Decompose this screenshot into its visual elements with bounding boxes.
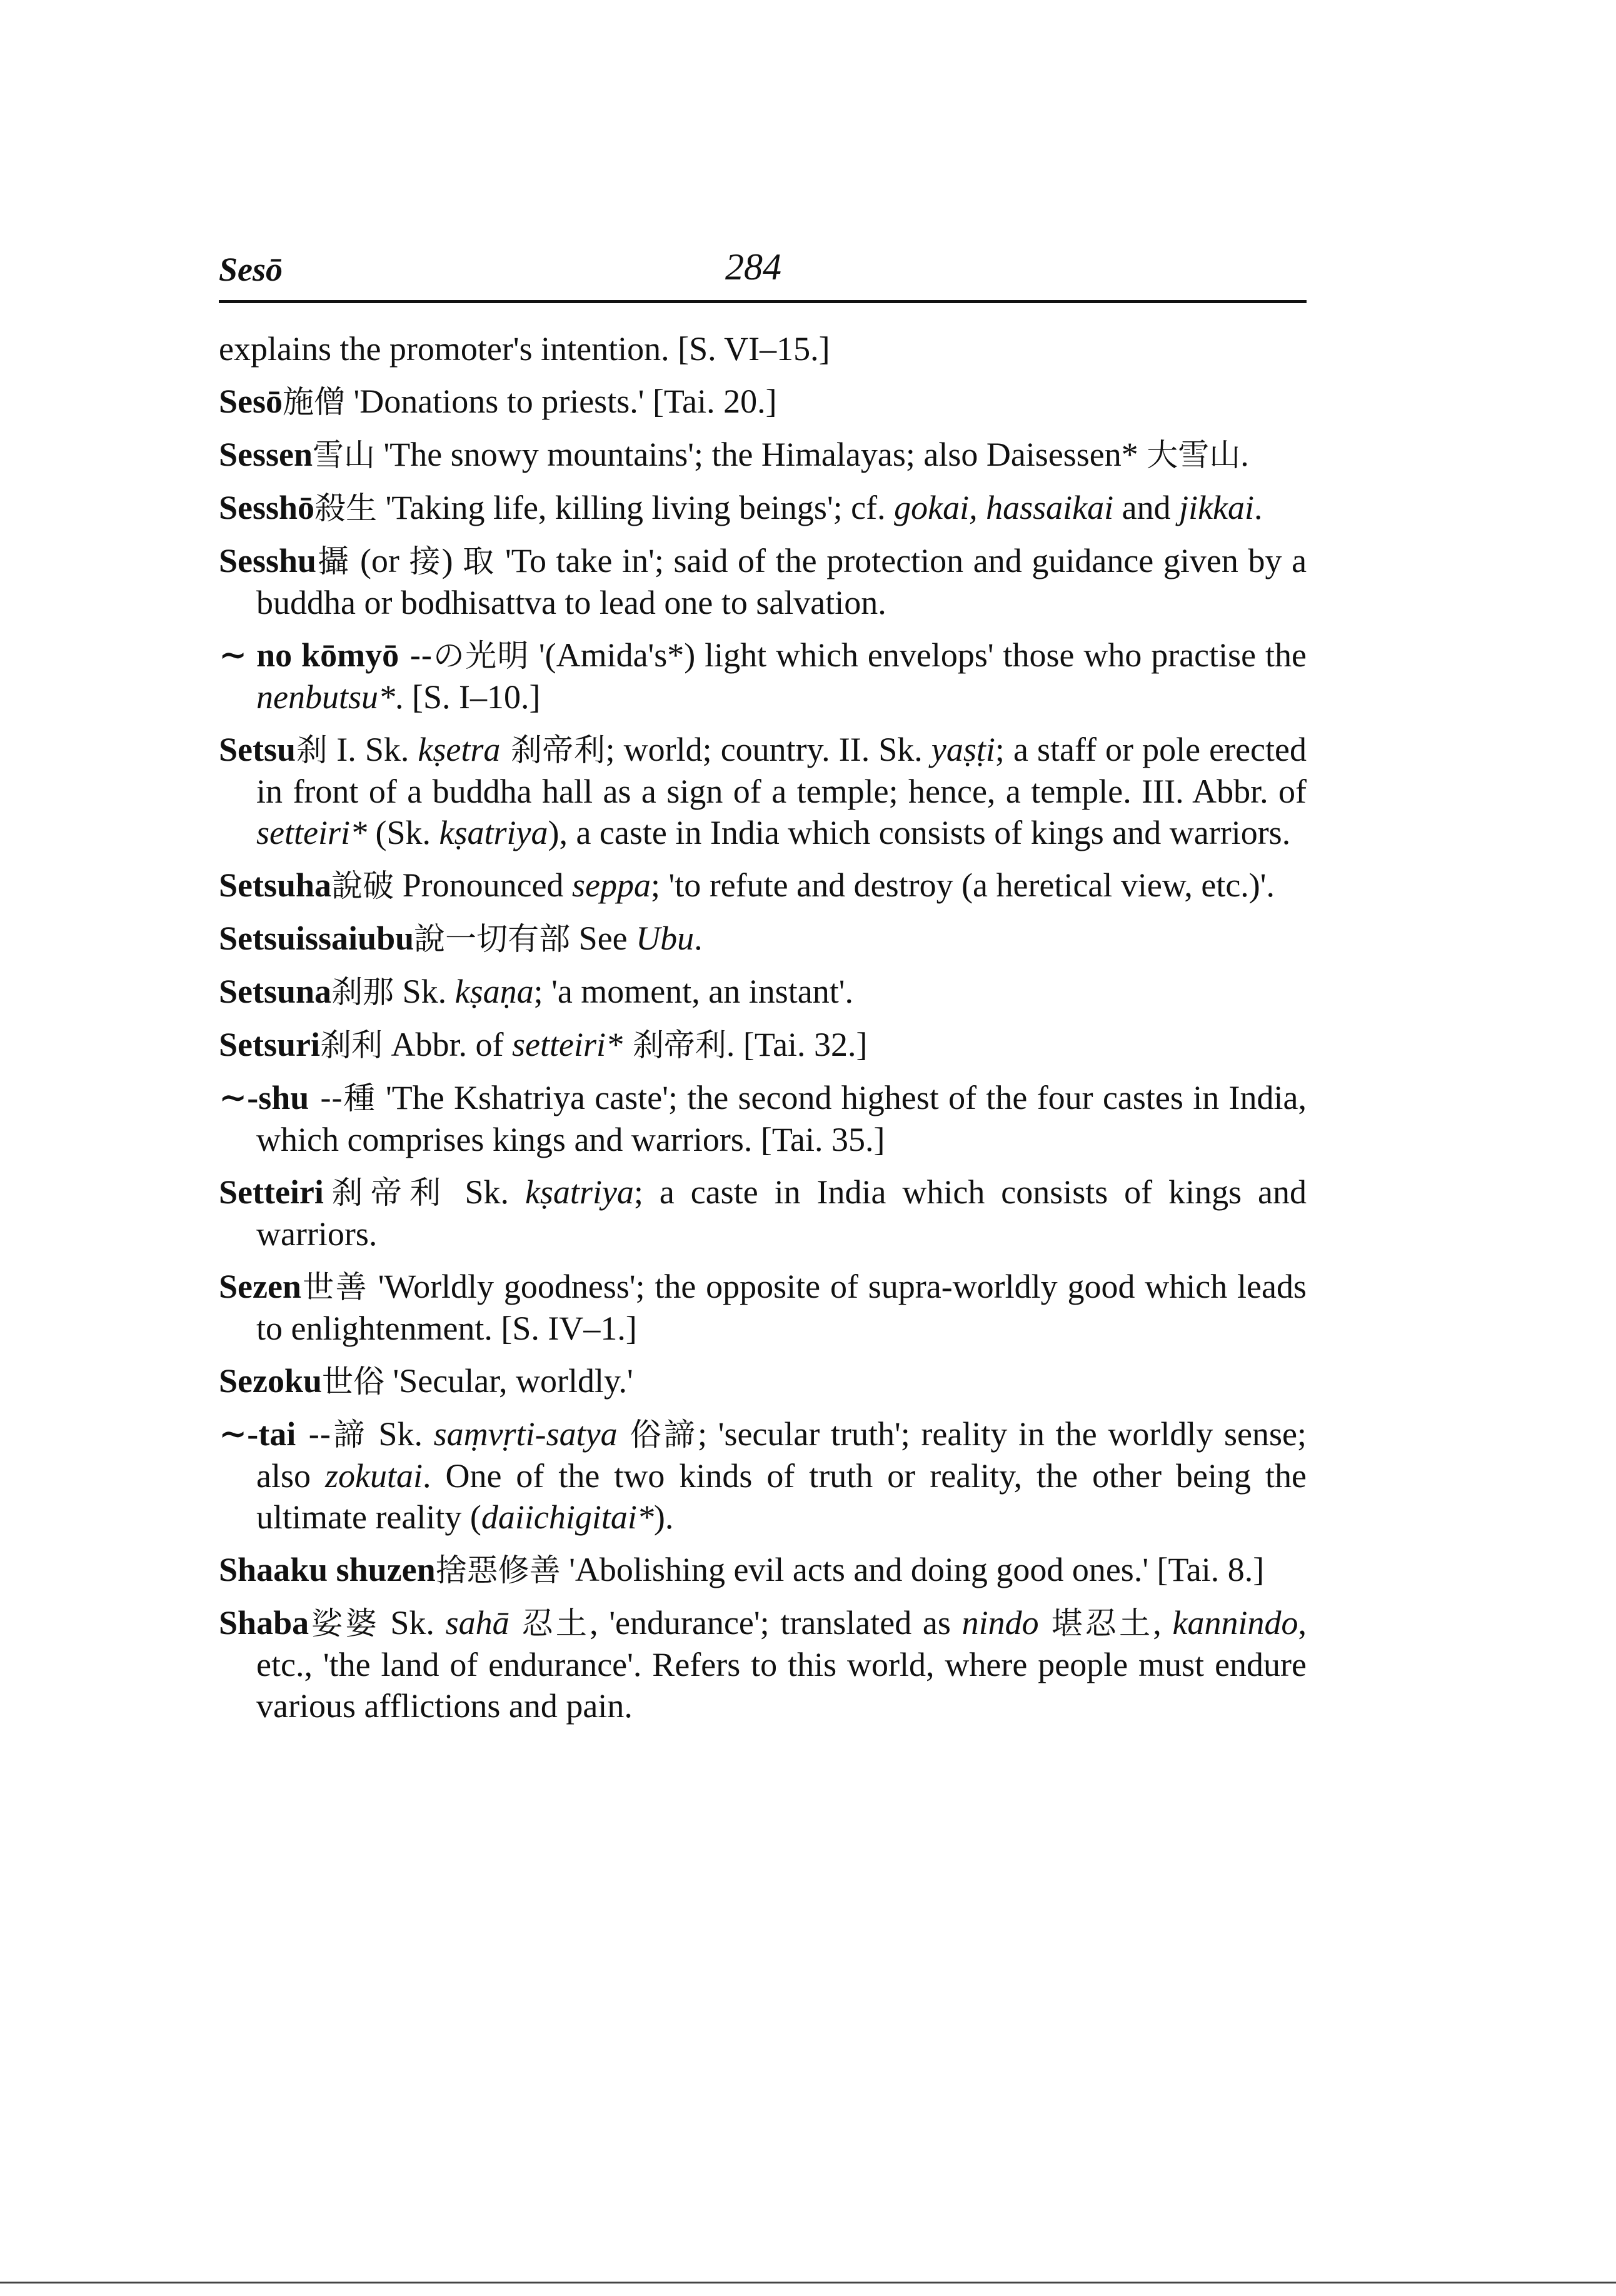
entry-kanji: 刹帝利 — [622, 1027, 726, 1063]
entry-kanji: 大雪山 — [1147, 437, 1241, 473]
running-head: Sesō — [219, 251, 283, 288]
entry-text: ; 'secular truth'; reality in the worldly sense; also — [256, 1415, 1307, 1495]
entry-text: 'Worldly goodness'; the opposite of supra-worldly good which leads to enlightenment. [S. IV–1.] — [256, 1268, 1307, 1347]
entry-text: 'Donations to priests.' — [345, 383, 653, 420]
repeat-mark: ∼ — [219, 636, 248, 674]
entry-headword: Setsuissaiubu — [219, 920, 414, 957]
entry-italic-term: setteiri* — [256, 814, 367, 851]
bottom-rule — [0, 2282, 1616, 2283]
entry-italic-term: yaṣṭi — [931, 731, 995, 768]
entry-text: . — [694, 920, 703, 957]
entry-headword: Sessen — [219, 436, 313, 473]
entry-kanji: 刹 — [296, 732, 328, 768]
entry-kanji: 取 — [463, 543, 496, 579]
entry-text: , etc., 'the land of endurance'. Refers to this world, where people must endure various afflictions and pain. — [256, 1604, 1307, 1725]
entry-headword: Sezoku — [219, 1362, 323, 1400]
entry-text: ; 'a moment, an instant'. — [533, 973, 853, 1010]
entry-headword: -shu — [247, 1079, 309, 1116]
entry-text: [Tai. 20.] — [652, 383, 777, 420]
dictionary-entry — [219, 1171, 1307, 1255]
entry-italic-term: daiichigitai* — [481, 1498, 654, 1536]
page-number: 284 — [725, 246, 781, 288]
entry-text: 'To take in'; said of the protection and guidance given by a buddha or bodhisattva to lead one to salvation. — [256, 542, 1307, 621]
dictionary-entry — [219, 865, 1307, 906]
entry-italic-term: Ubu — [636, 920, 695, 957]
entry-text: and — [1113, 489, 1180, 526]
dictionary-entry — [219, 328, 1307, 369]
entry-kanji: 刹那 — [331, 974, 394, 1010]
entry-text: ), a caste in India which consists of kings and warriors. — [548, 814, 1291, 851]
entry-text: 'Taking life, killing living beings'; cf. — [377, 489, 895, 526]
entry-kanji: 世俗 — [322, 1363, 385, 1400]
entry-headword: Setteiri — [219, 1173, 324, 1211]
entry-text: ; a staff or pole erected in front of a buddha hall as a sign of a temple; hence, a temple. III. Abbr. of — [256, 731, 1307, 810]
entry-text: 'The snowy mountains'; the Himalayas; also Daisessen* — [375, 436, 1147, 473]
entry-text: Sk. — [448, 1173, 525, 1211]
entry-text: , — [1153, 1604, 1173, 1642]
entry-kanji: 忍土 — [509, 1605, 590, 1642]
dictionary-entry — [219, 434, 1307, 476]
dictionary-entry — [219, 1077, 1307, 1160]
entry-text: 'The Kshatriya caste'; the second highest of the four castes in India, which comprises kings and warriors. [Tai. 35.] — [256, 1079, 1307, 1158]
entry-text: 'Abolishing evil acts and doing good ones.' [Tai. 8.] — [560, 1551, 1265, 1588]
entry-text: [S. VI–15.] — [669, 330, 830, 368]
entry-kanji: --諦 — [296, 1416, 368, 1453]
entry-text: . — [1240, 436, 1249, 473]
entry-headword: Setsuha — [219, 866, 332, 904]
entry-headword: Shaba — [219, 1604, 309, 1642]
entry-text: ; world; country. II. Sk. — [605, 731, 931, 768]
entry-italic-term: jikkai — [1179, 489, 1255, 526]
repeat-mark: ∼ — [219, 1079, 248, 1116]
entry-headword: Setsu — [219, 731, 296, 768]
entry-text: ) — [441, 542, 463, 579]
entry-headword: -tai — [247, 1415, 296, 1453]
entry-text: '(Amida's*) light which envelops' those who practise the — [529, 636, 1307, 674]
header-rule — [219, 300, 1307, 303]
dictionary-entry — [219, 540, 1307, 623]
entries-column — [219, 328, 1307, 1738]
entry-text: . [S. I–10.] — [395, 678, 541, 716]
entry-kanji: 說破 — [331, 868, 394, 904]
entry-text: Pronounced — [394, 866, 573, 904]
entry-text: Sk. — [394, 973, 455, 1010]
dictionary-entry — [219, 971, 1307, 1013]
dictionary-entry — [219, 381, 1307, 423]
dictionary-entry — [219, 918, 1307, 960]
entry-kanji: 刹帝利 — [500, 732, 606, 768]
dictionary-entry — [219, 729, 1307, 853]
entry-kanji: 捨惡修善 — [435, 1552, 561, 1588]
entry-kanji: 堪忍土 — [1038, 1605, 1153, 1642]
entry-text: explains the promoter's intention. — [219, 330, 670, 368]
dictionary-entry — [219, 1602, 1307, 1727]
entry-headword: Setsuna — [219, 973, 332, 1010]
dictionary-entry — [219, 487, 1307, 529]
entry-italic-term: zokutai — [324, 1457, 423, 1495]
entry-kanji: 刹帝利 — [323, 1175, 449, 1211]
entry-kanji: 攝 — [316, 543, 351, 579]
entry-headword: Sesshu — [219, 542, 317, 579]
dictionary-entry — [219, 1024, 1307, 1066]
entry-kanji: 世善 — [301, 1269, 368, 1305]
dictionary-entry — [219, 1549, 1307, 1591]
entry-headword: Setsuri — [219, 1026, 320, 1063]
entry-headword: Sezen — [219, 1268, 301, 1305]
entry-kanji: --の光明 — [399, 638, 529, 674]
entry-italic-term: gokai, hassaikai — [894, 489, 1114, 526]
entry-headword: no kōmyō — [247, 636, 399, 674]
entry-italic-term: kṣatriya — [524, 1173, 634, 1211]
entry-kanji: 施僧 — [283, 384, 346, 420]
entry-italic-term: kannindo — [1172, 1604, 1298, 1642]
entry-text: . — [1254, 489, 1263, 526]
entry-text: , 'endurance'; translated as — [590, 1604, 962, 1642]
dictionary-entry — [219, 634, 1307, 718]
entry-text: Sk. — [379, 1604, 446, 1642]
entry-italic-term: setteiri* — [511, 1026, 623, 1063]
entry-text: I. Sk. — [328, 731, 418, 768]
entry-text: . One of the two kinds of truth or reality, the other being the ultimate reality ( — [256, 1457, 1307, 1536]
entry-italic-term: nindo — [961, 1604, 1039, 1642]
entry-kanji: 說一切有部 — [414, 921, 571, 957]
entry-italic-term: kṣaṇa — [454, 973, 534, 1010]
entry-kanji: 刹利 — [320, 1027, 383, 1063]
entry-headword: Sesō — [219, 383, 283, 420]
entry-headword: Sesshō — [219, 489, 315, 526]
entry-text: 'Secular, worldly.' — [384, 1362, 633, 1400]
dictionary-entry — [219, 1413, 1307, 1538]
entry-text: ; a caste in India which consists of kings and warriors. — [256, 1173, 1307, 1253]
entry-kanji: 接 — [409, 543, 442, 579]
entry-text: . [Tai. 32.] — [726, 1026, 868, 1063]
entry-italic-term: nenbutsu* — [256, 678, 395, 716]
entry-text: ; 'to refute and destroy (a heretical view, etc.)'. — [651, 866, 1275, 904]
entry-italic-term: saṃvṛti-satya — [433, 1415, 618, 1453]
entry-text: Abbr. of — [383, 1026, 512, 1063]
entry-kanji: 娑婆 — [309, 1605, 379, 1642]
entry-text: ). — [653, 1498, 674, 1536]
dictionary-entry — [219, 1266, 1307, 1349]
entry-kanji: 俗諦 — [617, 1416, 698, 1453]
entry-italic-term: seppa — [572, 866, 651, 904]
entry-italic-term: kṣatriya — [439, 814, 548, 851]
entry-kanji: --種 — [309, 1080, 376, 1116]
entry-text: (or — [350, 542, 409, 579]
entry-kanji: 殺生 — [314, 490, 378, 526]
entry-text: See — [570, 920, 636, 957]
repeat-mark: ∼ — [219, 1415, 248, 1453]
entry-kanji: 雪山 — [313, 437, 376, 473]
entry-italic-term: kṣetra — [418, 731, 501, 768]
dictionary-entry — [219, 1360, 1307, 1402]
entry-italic-term: sahā — [445, 1604, 509, 1642]
entry-text: (Sk. — [366, 814, 439, 851]
entry-headword: Shaaku shuzen — [219, 1551, 436, 1588]
entry-text: Sk. — [367, 1415, 434, 1453]
